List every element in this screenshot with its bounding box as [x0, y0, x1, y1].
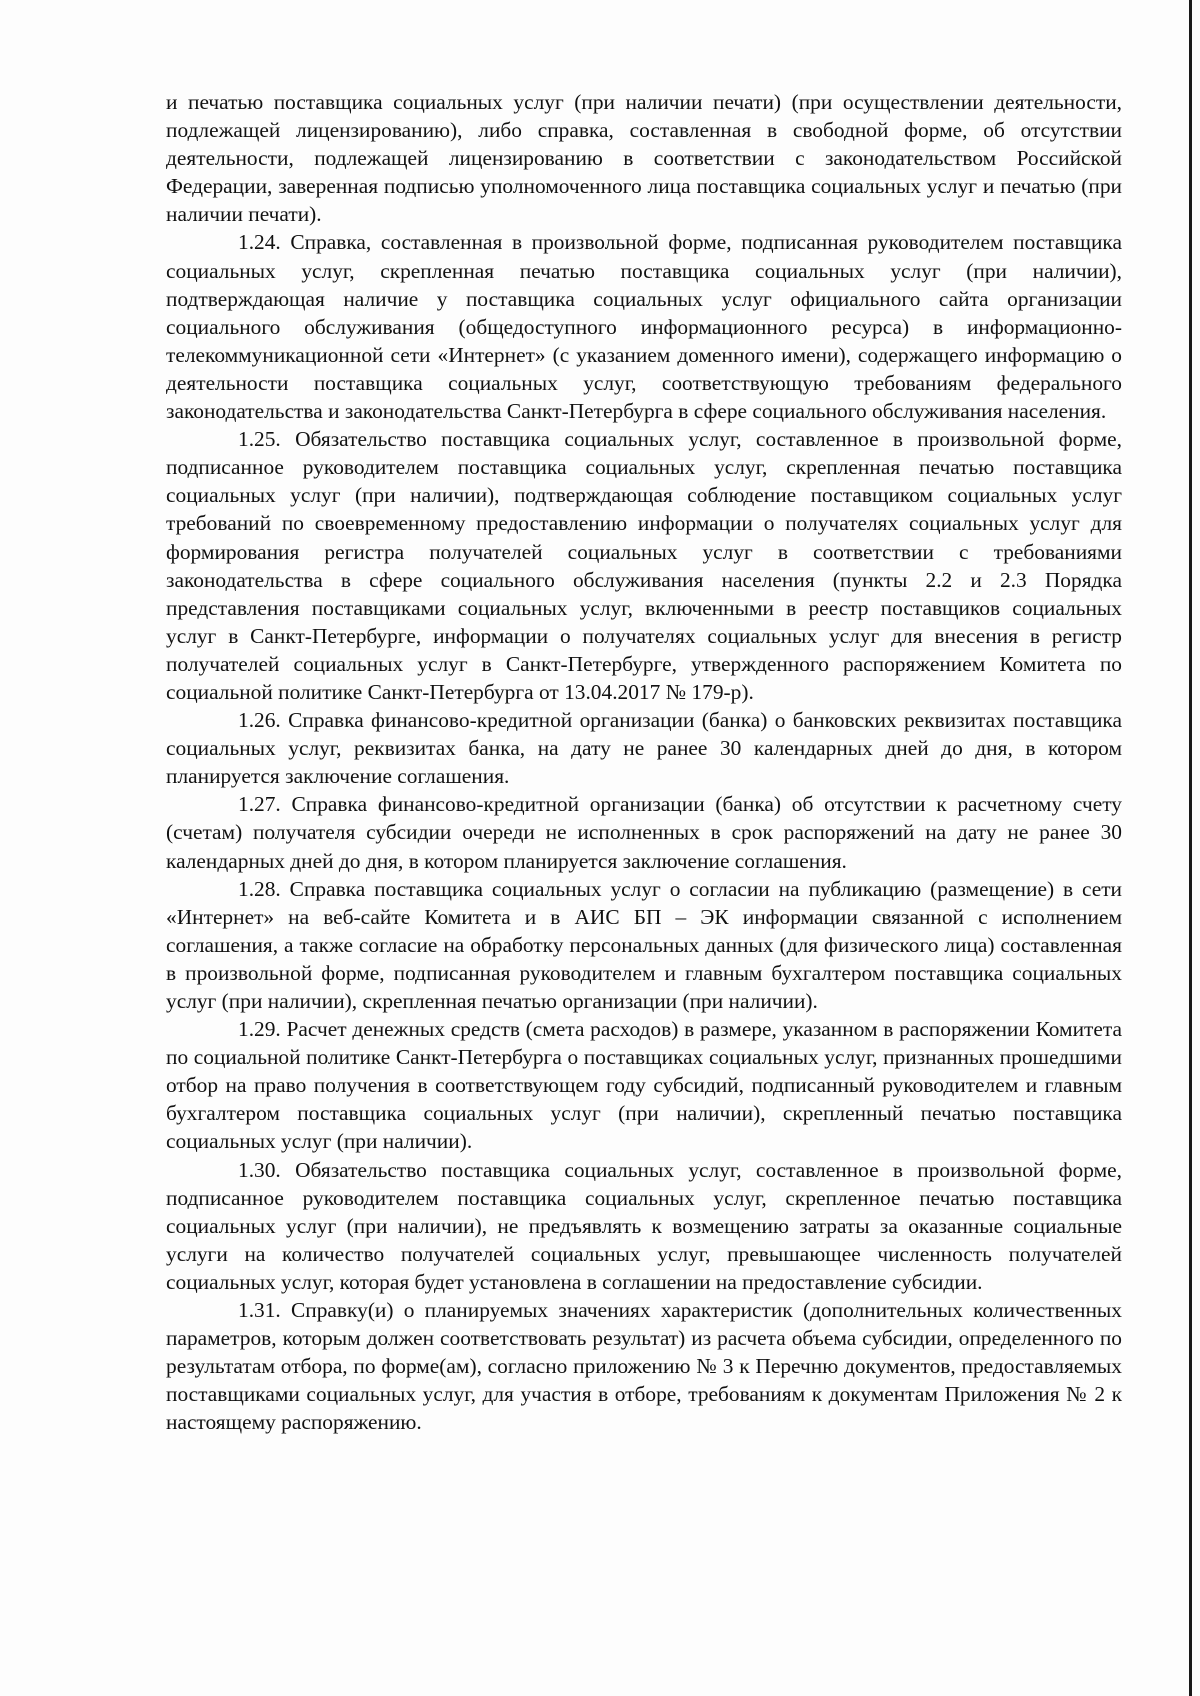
paragraph-1-28: 1.28. Справка поставщика социальных услуг о согласии на публикацию (размещение) в сети «Интернет» на веб-сайте Комитета и в АИС БП – ЭК информации связанной с исполнением соглашения, а также согласие на обработку персональных данных (для физического лица) составленная в произвольной форме, подписанная руководителем и главным бухгалтером поставщика социальных услуг (при наличии), скрепленная печатью организации (при наличии).	[166, 876, 1122, 1013]
paragraph-1-27: 1.27. Справка финансово-кредитной организации (банка) об отсутствии к расчетному счету (счетам) получателя субсидии очереди не исполненных в срок распоряжений на дату не ранее 30 календарных дней до дня, в котором планируется заключение соглашения.	[166, 792, 1122, 873]
paragraph-1-24: 1.24. Справка, составленная в произвольной форме, подписанная руководителем поставщика социальных услуг, скрепленная печатью поставщика социальных услуг (при наличии), подтверждающая наличие у поставщика социальных услуг официального сайта организации социального обслуживания (общедоступного информационного ресурса) в информационно-телекоммуникационной сети «Интернет» (с указанием доменного имени), содержащего информацию о деятельности поставщика социальных услуг, соответствующую требованиям федерального законодательства и законодательства Санкт-Петербурга в сфере социального обслуживания населения.	[166, 230, 1122, 424]
paragraph-1-26: 1.26. Справка финансово-кредитной организации (банка) о банковских реквизитах поставщика социальных услуг, реквизитах банка, на дату не ранее 30 календарных дней до дня, в котором планируется заключение соглашения.	[166, 708, 1122, 789]
paragraph-1-25: 1.25. Обязательство поставщика социальных услуг, составленное в произвольной форме, подписанное руководителем поставщика социальных услуг, скрепленная печатью поставщика социальных услуг (при наличии), подтверждающая соблюдение поставщиком социальных услуг требований по своевременному предоставлению информации о получателях социальных услуг для формирования регистра получателей социальных услуг в соответствии с требованиями законодательства в сфере социального обслуживания населения (пункты 2.2 и 2.3 Порядка представления поставщиками социальных услуг, включенными в реестр поставщиков социальных услуг в Санкт-Петербурге, информации о получателях социальных услуг для внесения в регистр получателей социальных услуг в Санкт-Петербурге, утвержденного распоряжением Комитета по социальной политике Санкт-Петербурга от 13.04.2017 № 179-р).	[166, 427, 1122, 704]
scan-edge-line	[1189, 0, 1192, 1696]
paragraph-1-31: 1.31. Справку(и) о планируемых значениях характеристик (дополнительных количественных параметров, которым должен соответствовать результат) из расчета объема субсидии, определенного по результатам отбора, по форме(ам), согласно приложению № 3 к Перечню документов, предоставляемых поставщиками социальных услуг, для участия в отборе, требованиям к документам Приложения № 2 к настоящему распоряжению.	[166, 1298, 1122, 1435]
paragraph-continuation: и печатью поставщика социальных услуг (при наличии печати) (при осуществлении деятельности, подлежащей лицензированию), либо справка, составленная в свободной форме, об отсутствии деятельности, подлежащей лицензированию в соответствии с законодательством Российской Федерации, заверенная подписью уполномоченного лица поставщика социальных услуг и печатью (при наличии печати).	[166, 90, 1122, 227]
paragraph-1-29: 1.29. Расчет денежных средств (смета расходов) в размере, указанном в распоряжении Комитета по социальной политике Санкт-Петербурга о поставщиках социальных услуг, признанных прошедшими отбор на право получения в соответствующем году субсидий, подписанный руководителем и главным бухгалтером поставщика социальных услуг (при наличии), скрепленный печатью поставщика социальных услуг (при наличии).	[166, 1017, 1122, 1154]
document-body	[166, 88, 1122, 1437]
paragraph-1-30: 1.30. Обязательство поставщика социальных услуг, составленное в произвольной форме, подписанное руководителем поставщика социальных услуг, скрепленное печатью поставщика социальных услуг (при наличии), не предъявлять к возмещению затраты за оказанные социальные услуги на количество получателей социальных услуг, превышающее численность получателей социальных услуг, которая будет установлена в соглашении на предоставление субсидии.	[166, 1157, 1122, 1294]
